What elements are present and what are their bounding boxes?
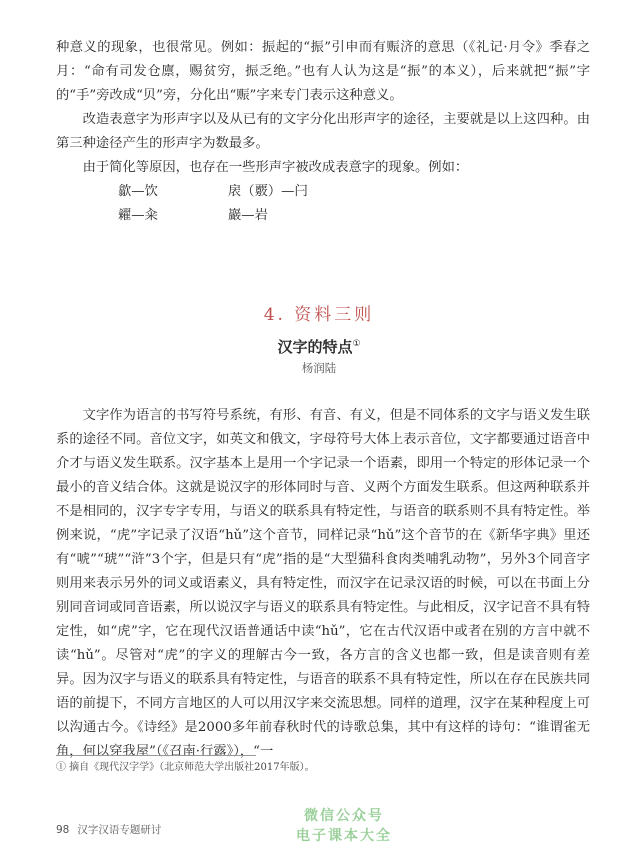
paragraph-summary: 改造表意字为形声字以及从已有的文字分化出形声字的途径，主要就是以上这四种。由第三种途径产生的形声字为数最多。 [56,112,590,151]
article-title [0,336,638,357]
article-body: 文字作为语言的书写符号系统，有形、有音、有义，但是不同体系的文字与语义发生联系的途径不同。音位文字，如英文和俄文，字母符号大体上表示音位，文字都要通过语音中介才与语义发生联系。汉字基本上是用一个字记录一个语素，即用一个特定的形体记录一个最小的音义结合体。这就是说汉字的形体同时与音、义两个方面发生联系。但这两种联系并不是相同的，汉字专字专用，与语义的联系具有特定性，与语音的联系则不具有特定性。举例来说，“虎”字记录了汉语“hǔ”这个音节，同样记录“hǔ”这个音节的在《新华字典》里还有“唬”“琥”“浒”3个字，但是只有“虎”指的是“大型猫科食肉类哺乳动物”，另外3个同音字则用来表示另外的词义或语素义，具有特定性，而汉字在记录汉语的时候，可以在书面上分别同音词或同音语素，所以说汉字与语义的联系具有特定性。与此相反，汉字记音不具有特定性，如“虎”字，它在现代汉语普通话中读“hǔ”，它在古代汉语中或者在别的方言中就不读“hǔ”。尽管对“虎”的字义的理解古今一致，各方言的含义也都一致，但是读音则有差异。因为汉字与语义的联系具有特定性，与语音的联系不具有特定性，所以在存在民族共同语的前提下，不同方言地区的人可以用汉字来交流思想。同样的道理，汉字在某种程度上可以沟通古今。《诗经》是2000多年前春秋时代的诗歌总集，其中有这样的诗句：“谁谓雀无角，何以穿我屋”（《召南·行露》），“一 [56,408,590,759]
page-footer [56,822,161,837]
example-pair-1-right: 扆（覈）—闩 [228,184,308,199]
example-pair-2-right: 巖—岩 [228,208,268,223]
example-pair-2-left: 糴—籴 [118,208,158,223]
article-author: 杨润陆 [301,361,337,375]
watermark-line-2: 电子课本大全 [296,828,392,844]
footnote-marker: ① [352,339,361,349]
example-pair-1-left: 歙—饮 [118,184,158,199]
footnote-text: ① 摘自《现代汉字学》（北京师范大学出版社2017年版）。 [56,762,315,773]
footnote-divider [56,755,256,756]
watermark [264,806,424,846]
article-title-text: 汉字的特点 [277,338,353,356]
section-title: 4. 资料三则 [263,305,375,325]
book-title: 汉字汉语专题研讨 [77,824,162,836]
paragraph-intro-examples: 由于简化等原因，也存在一些形声字被改成表意字的现象。例如： [82,160,469,175]
watermark-line-1: 微信公众号 [304,808,384,824]
paragraph-continuation: 种意义的现象，也很常见。例如：振起的“振”引申而有赈济的意思（《礼记·月令》季春之月：“命有司发仓廪，赐贫穷，振乏绝。”也有人认为这是“振”的本义），后来就把“振”字的“手”旁改成“贝”旁，分化出“赈”字来专门表示这种意义。 [56,40,590,103]
page-number: 98 [56,824,70,836]
